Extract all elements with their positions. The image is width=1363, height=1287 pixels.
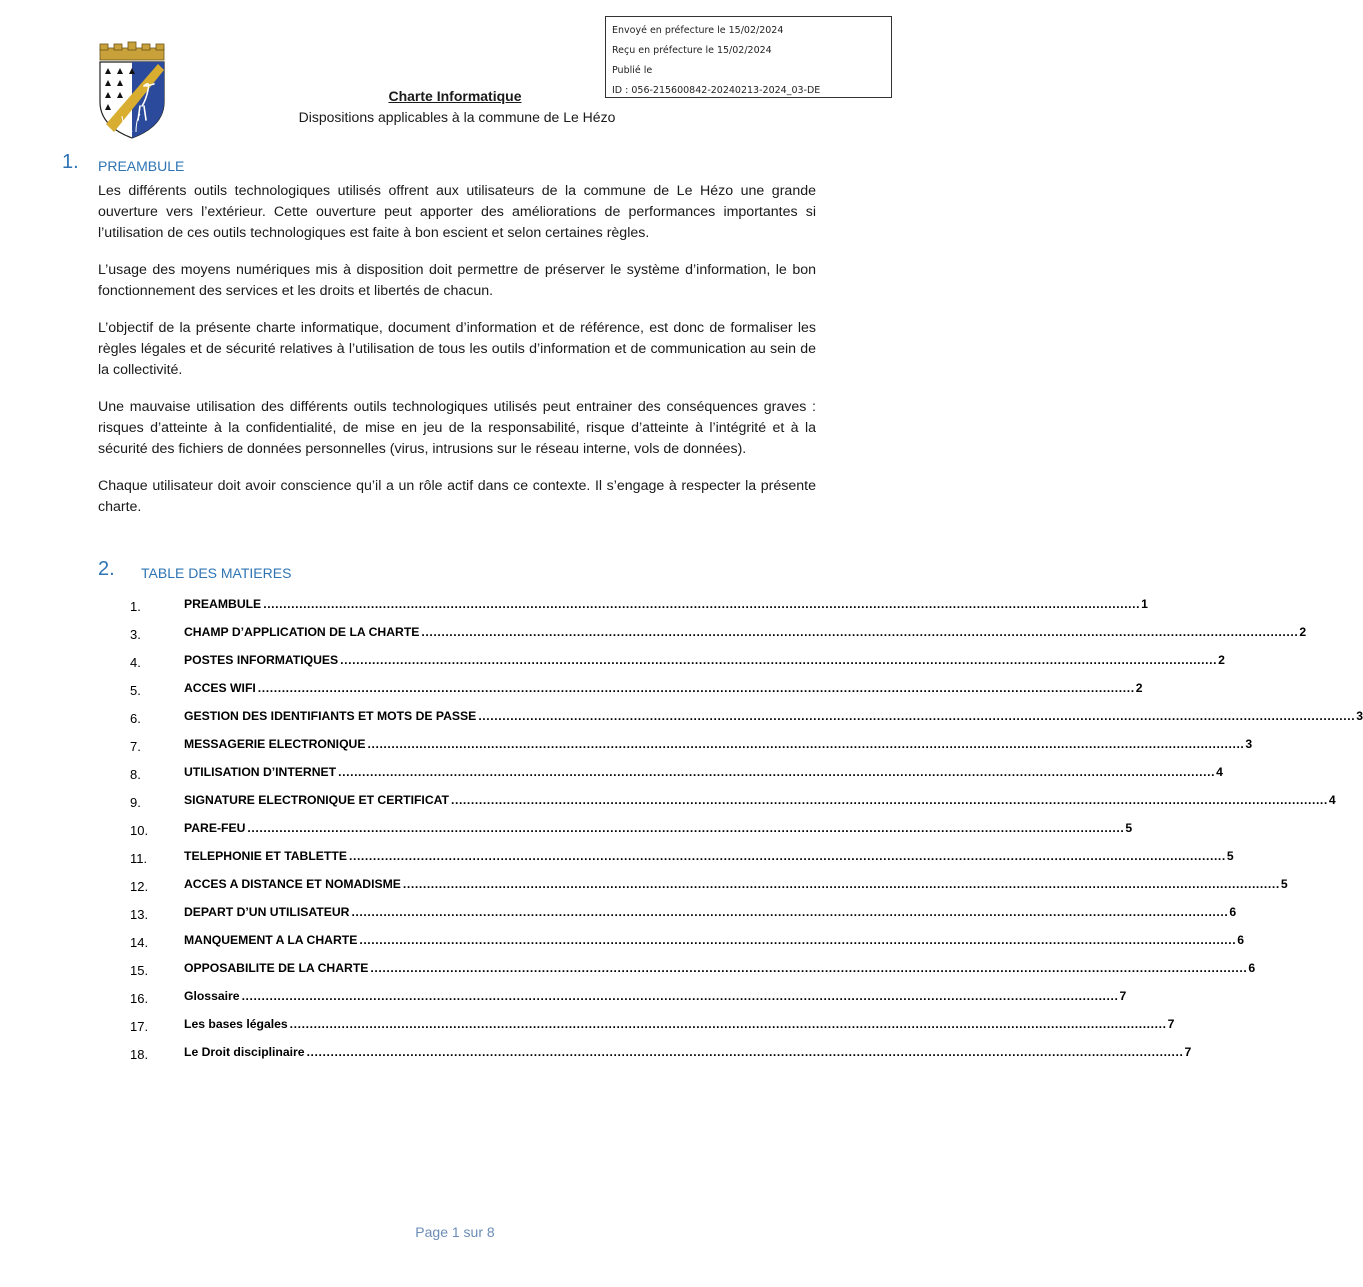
toc-entry-link[interactable]	[184, 905, 1237, 919]
toc-entry-page: 4	[1216, 765, 1223, 779]
toc-entry-link[interactable]	[184, 597, 1148, 611]
toc-entry-link[interactable]	[184, 737, 1253, 751]
toc-entry-link[interactable]	[184, 681, 1143, 695]
toc-entry[interactable]	[130, 1016, 1175, 1044]
stamp-sent-date: Envoyé en préfecture le 15/02/2024	[612, 25, 784, 36]
toc-entry[interactable]	[130, 932, 1245, 960]
table-of-contents	[130, 596, 1363, 1072]
toc-entry[interactable]	[130, 708, 1363, 736]
toc-leader-dots: ............................................................................................................................................................................................................................	[289, 1017, 1167, 1031]
toc-leader-dots: ............................................................................................................................................................................................................................	[247, 821, 1125, 835]
toc-entry-link[interactable]	[184, 1045, 1192, 1059]
toc-entry[interactable]	[130, 960, 1256, 988]
toc-entry-label: ACCES A DISTANCE ET NOMADISME	[184, 877, 401, 891]
toc-entry-link[interactable]	[184, 961, 1256, 975]
toc-entry[interactable]	[130, 652, 1225, 680]
toc-leader-dots: ............................................................................................................................................................................................................................	[421, 625, 1299, 639]
toc-entry-number: 14.	[130, 935, 149, 950]
document-subtitle: Dispositions applicables à la commune de Le Hézo	[298, 109, 616, 125]
toc-entry-number: 4.	[130, 655, 141, 670]
toc-entry-page: 5	[1226, 849, 1234, 863]
toc-entry-number: 1.	[130, 599, 141, 614]
toc-entry-number: 7.	[130, 739, 141, 754]
section-number: 2.	[98, 558, 115, 580]
toc-entry-number: 13.	[130, 907, 149, 922]
toc-entry-number: 5.	[130, 683, 141, 698]
toc-entry-page: 2	[1299, 625, 1307, 639]
toc-entry-number: 11.	[130, 851, 148, 866]
paragraph: L’objectif de la présente charte informatique, document d’information et de référence, est donc de formaliser les règles légales et de sécurité relatives à l’utilisation de tous les outils d’information et de communication au sein de la collectivité.	[98, 320, 816, 378]
toc-leader-dots: ............................................................................................................................................................................................................................	[306, 1045, 1184, 1059]
toc-entry-link[interactable]	[184, 933, 1245, 947]
toc-entry-label: GESTION DES IDENTIFIANTS ET MOTS DE PASSE	[184, 709, 477, 723]
toc-entry-number: 8.	[130, 767, 141, 782]
toc-entry-label: PARE-FEU	[184, 821, 246, 835]
toc-entry-label: ACCES WIFI	[184, 681, 256, 695]
toc-entry-page: 1	[1141, 597, 1148, 611]
toc-leader-dots: ............................................................................................................................................................................................................................	[351, 905, 1229, 919]
toc-entry-number: 17.	[130, 1019, 149, 1034]
toc-entry-number: 3.	[130, 627, 141, 642]
toc-entry-link[interactable]	[184, 793, 1336, 807]
toc-entry-page: 4	[1328, 793, 1336, 807]
toc-entry[interactable]	[130, 820, 1133, 848]
toc-entry[interactable]	[130, 680, 1143, 708]
toc-leader-dots: ............................................................................................................................................................................................................................	[478, 709, 1356, 723]
toc-entry[interactable]	[130, 904, 1237, 932]
toc-entry-link[interactable]	[184, 989, 1127, 1003]
toc-entry[interactable]	[130, 876, 1288, 904]
toc-entry-number: 12.	[130, 879, 149, 894]
paragraph: Une mauvaise utilisation des différents outils technologiques utilisés peut entrainer des conséquences graves : risques d’atteinte à la confidentialité, de mise en jeu de la responsabilité, risque d’atteinte à l’intégrité et à la sécurité des fichiers de données personnelles (virus, intrusions sur le réseau interne, vols de données).	[98, 399, 816, 457]
section-number: 1.	[62, 151, 79, 173]
toc-entry-link[interactable]	[184, 1017, 1175, 1031]
toc-leader-dots: ............................................................................................................................................................................................................................	[257, 681, 1135, 695]
toc-entry-label: SIGNATURE ELECTRONIQUE ET CERTIFICAT	[184, 793, 449, 807]
toc-leader-dots: ............................................................................................................................................................................................................................	[340, 653, 1218, 667]
toc-entry-link[interactable]	[184, 653, 1225, 667]
stamp-published: Publié le	[612, 65, 653, 76]
toc-leader-dots: ............................................................................................................................................................................................................................	[338, 765, 1216, 779]
toc-entry-page: 2	[1135, 681, 1143, 695]
toc-entry-link[interactable]	[184, 849, 1234, 863]
toc-entry-number: 16.	[130, 991, 149, 1006]
paragraph: Chaque utilisateur doit avoir conscience qu’il a un rôle actif dans ce contexte. Il s’engage à respecter la présente charte.	[98, 478, 816, 515]
toc-entry-page: 3	[1356, 709, 1363, 723]
toc-entry-link[interactable]	[184, 877, 1288, 891]
toc-entry-label: Glossaire	[184, 989, 240, 1003]
toc-entry-number: 9.	[130, 795, 141, 810]
toc-entry[interactable]	[130, 764, 1223, 792]
toc-entry-page: 7	[1167, 1017, 1175, 1031]
toc-leader-dots: ............................................................................................................................................................................................................................	[402, 877, 1280, 891]
toc-leader-dots: ............................................................................................................................................................................................................................	[367, 737, 1245, 751]
paragraph: L’usage des moyens numériques mis à disposition doit permettre de préserver le système d’information, le bon fonctionnement des services et les droits et libertés de chacun.	[98, 262, 816, 299]
toc-entry-label: OPPOSABILITE DE LA CHARTE	[184, 961, 369, 975]
toc-entry-label: DEPART D’UN UTILISATEUR	[184, 905, 350, 919]
toc-leader-dots: ............................................................................................................................................................................................................................	[263, 597, 1141, 611]
toc-entry[interactable]	[130, 596, 1148, 624]
paragraph: Les différents outils technologiques utilisés offrent aux utilisateurs de la commune de Le Hézo une grande ouverture vers l’extérieur. Cette ouverture peut apporter des améliorations de performances importantes si l’utilisation de ces outils technologiques est faite à bon escient et selon certaines règles.	[98, 183, 816, 241]
toc-entry-number: 10.	[130, 823, 149, 838]
toc-entry-link[interactable]	[184, 821, 1133, 835]
toc-entry-page: 7	[1184, 1045, 1192, 1059]
toc-entry-label: MESSAGERIE ELECTRONIQUE	[184, 737, 366, 751]
toc-entry-page: 6	[1229, 905, 1237, 919]
toc-entry-link[interactable]	[184, 625, 1307, 639]
toc-entry[interactable]	[130, 1044, 1192, 1072]
toc-entry-page: 6	[1248, 961, 1256, 975]
toc-entry-label: TELEPHONIE ET TABLETTE	[184, 849, 347, 863]
toc-entry-label: CHAMP D’APPLICATION DE LA CHARTE	[184, 625, 420, 639]
toc-entry-page: 5	[1280, 877, 1288, 891]
preamble-text	[98, 181, 816, 534]
toc-entry-number: 6.	[130, 711, 141, 726]
toc-entry-number: 15.	[130, 963, 149, 978]
document-title: Charte Informatique	[388, 88, 522, 104]
toc-entry[interactable]	[130, 848, 1234, 876]
toc-entry-label: POSTES INFORMATIQUES	[184, 653, 339, 667]
toc-leader-dots: ............................................................................................................................................................................................................................	[450, 793, 1328, 807]
toc-entry-page: 5	[1125, 821, 1133, 835]
toc-entry-label: UTILISATION D’INTERNET	[184, 765, 337, 779]
page-number-footer: Page 1 sur 8	[415, 1224, 495, 1240]
toc-entry-label: Le Droit disciplinaire	[184, 1045, 305, 1059]
section-title: PREAMBULE	[98, 158, 185, 174]
toc-entry[interactable]	[130, 736, 1253, 764]
toc-entry-page: 7	[1119, 989, 1127, 1003]
prefecture-stamp	[605, 16, 892, 98]
toc-entry[interactable]	[130, 624, 1307, 652]
stamp-received-date: Reçu en préfecture le 15/02/2024	[612, 45, 772, 56]
stamp-id: ID : 056-215600842-20240213-2024_03-DE	[612, 85, 821, 96]
toc-entry-link[interactable]	[184, 709, 1363, 723]
toc-entry-label: Les bases légales	[184, 1017, 288, 1031]
toc-leader-dots: ............................................................................................................................................................................................................................	[370, 961, 1248, 975]
toc-entry-page: 6	[1237, 933, 1245, 947]
toc-entry[interactable]	[130, 792, 1336, 820]
toc-entry-label: MANQUEMENT A LA CHARTE	[184, 933, 358, 947]
toc-entry-number: 18.	[130, 1047, 149, 1062]
toc-entry[interactable]	[130, 988, 1127, 1016]
toc-entry-label: PREAMBULE	[184, 597, 262, 611]
toc-entry-page: 2	[1218, 653, 1225, 667]
toc-leader-dots: ............................................................................................................................................................................................................................	[241, 989, 1119, 1003]
toc-entry-page: 3	[1245, 737, 1253, 751]
section-title: TABLE DES MATIERES	[141, 565, 292, 581]
toc-leader-dots: ............................................................................................................................................................................................................................	[359, 933, 1237, 947]
toc-leader-dots: ............................................................................................................................................................................................................................	[348, 849, 1226, 863]
toc-entry-link[interactable]	[184, 765, 1223, 779]
